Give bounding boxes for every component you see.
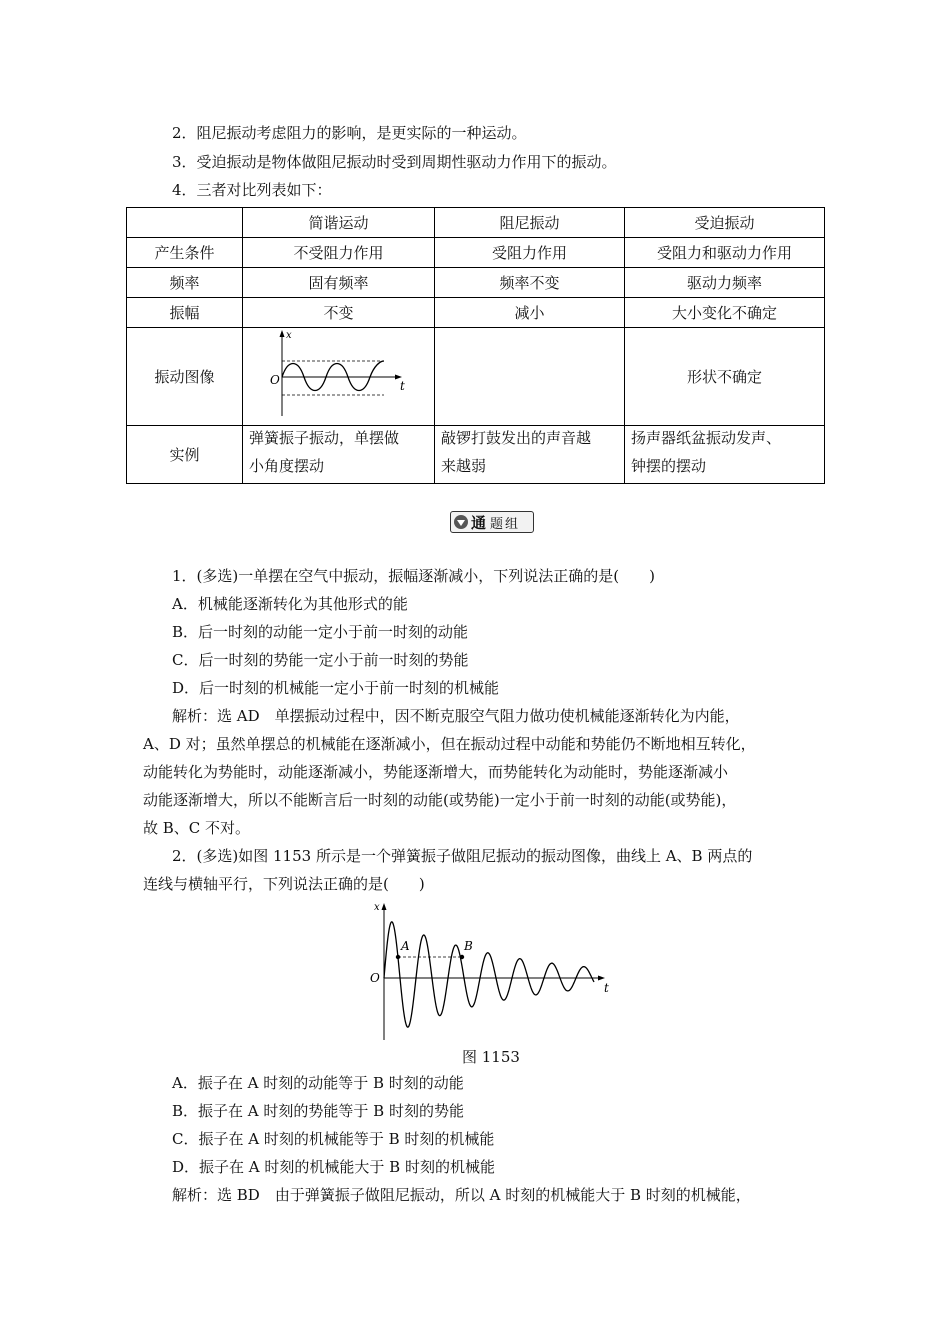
fig-b-label: B	[464, 939, 473, 953]
q1-option-c: C．后一时刻的势能一定小于前一时刻的势能	[172, 651, 469, 669]
row-label: 产生条件	[127, 238, 243, 268]
graph-sine-curve	[282, 361, 384, 391]
row-label: 振动图像	[127, 328, 243, 426]
q2-stem: 2．(多选)如图 1153 所示是一个弹簧振子做阻尼振动的振动图像，曲线上 A、B 两点的	[172, 847, 753, 865]
badge-text: 题组	[490, 516, 521, 532]
table-cell: 减小	[435, 298, 625, 328]
q2-option-c: C．振子在 A 时刻的机械能等于 B 时刻的机械能	[172, 1130, 495, 1148]
table-row-graph	[127, 328, 825, 426]
q1-stem: 1．(多选)一单摆在空气中振动，振幅逐渐减小，下列说法正确的是( )	[172, 567, 655, 585]
example-line: 小角度摆动	[249, 457, 325, 475]
q1-option-b: B．后一时刻的动能一定小于前一时刻的动能	[172, 623, 469, 641]
q1-analysis-line: A、D 对；虽然单摆总的机械能在逐渐减小，但在振动过程中动能和势能仍不断地相互转化，	[143, 735, 756, 753]
fig-y-arrow	[382, 903, 387, 910]
example-line: 敲锣打鼓发出的声音越	[441, 429, 592, 447]
table-row	[127, 268, 825, 298]
fig-point-a	[396, 955, 400, 959]
table-row	[127, 298, 825, 328]
table-cell: 驱动力频率	[625, 268, 825, 298]
example-cell	[435, 426, 625, 484]
fig-damped-curve	[384, 922, 594, 1027]
damped-oscillation-figure	[360, 898, 620, 1043]
intro-line-2: 2．阻尼振动考虑阻力的影响，是更实际的一种运动。	[172, 124, 527, 142]
graph-cell	[243, 328, 435, 426]
table-cell: 不变	[243, 298, 435, 328]
table-cell: 受阻力作用	[435, 238, 625, 268]
fig-origin-label: O	[370, 971, 380, 985]
q2-analysis: 解析：选 BD 由于弹簧振子做阻尼振动，所以 A 时刻的机械能大于 B 时刻的机械能，	[172, 1186, 751, 1204]
graph-y-arrow	[279, 330, 284, 337]
q2-option-a: A．振子在 A 时刻的动能等于 B 时刻的动能	[172, 1074, 464, 1092]
fig-t-arrow	[598, 976, 605, 981]
row-label: 实例	[127, 426, 243, 484]
table-header-cell: 简谐运动	[243, 208, 435, 238]
row-label: 频率	[127, 268, 243, 298]
intro-line-4: 4．三者对比列表如下：	[172, 181, 332, 199]
example-line: 钟摆的摆动	[631, 457, 707, 475]
example-line: 来越弱	[441, 457, 487, 475]
q1-analysis-line: 动能逐渐增大，所以不能断言后一时刻的动能(或势能)一定小于前一时刻的动能(或势能)，	[143, 791, 737, 809]
badge-char: 通	[471, 513, 487, 532]
sine-wave-graph	[244, 328, 434, 420]
graph-origin-label: O	[269, 373, 280, 387]
table-cell: 频率不变	[435, 268, 625, 298]
down-triangle-icon	[453, 514, 469, 530]
intro-line-3: 3．受迫振动是物体做阻尼振动时受到周期性驱动力作用下的振动。	[172, 153, 617, 171]
graph-t-label: t	[399, 379, 405, 393]
table-header-cell: 受迫振动	[625, 208, 825, 238]
table-cell: 大小变化不确定	[625, 298, 825, 328]
fig-t-label: t	[604, 981, 609, 995]
table-cell: 受阻力和驱动力作用	[625, 238, 825, 268]
table-cell: 不受阻力作用	[243, 238, 435, 268]
q2-option-b: B．振子在 A 时刻的势能等于 B 时刻的势能	[172, 1102, 464, 1120]
table-cell: 形状不确定	[625, 328, 825, 426]
table-row	[127, 238, 825, 268]
table-cell	[435, 328, 625, 426]
table-header-cell: 阻尼振动	[435, 208, 625, 238]
comparison-table	[126, 207, 825, 484]
section-badge	[450, 511, 534, 533]
example-cell	[243, 426, 435, 484]
table-header-cell	[127, 208, 243, 238]
table-row-examples	[127, 426, 825, 484]
example-cell	[625, 426, 825, 484]
q2-option-d: D．振子在 A 时刻的机械能大于 B 时刻的机械能	[172, 1158, 495, 1176]
q1-option-d: D．后一时刻的机械能一定小于前一时刻的机械能	[172, 679, 500, 697]
row-label: 振幅	[127, 298, 243, 328]
table-cell: 固有频率	[243, 268, 435, 298]
q1-option-a: A．机械能逐渐转化为其他形式的能	[172, 595, 408, 613]
example-line: 扬声器纸盆振动发声、	[631, 429, 782, 447]
fig-x-label: x	[374, 902, 380, 913]
q1-analysis-line: 解析：选 AD 单摆振动过程中，因不断克服空气阻力做功使机械能逐渐转化为内能，	[172, 707, 740, 725]
table-header-row	[127, 208, 825, 238]
fig-point-b	[460, 955, 464, 959]
q1-analysis-line: 故 B、C 不对。	[143, 819, 251, 837]
figure-caption: 图 1153	[462, 1048, 520, 1066]
fig-a-label: A	[401, 939, 410, 953]
q1-analysis-line: 动能转化为势能时，动能逐渐减小，势能逐渐增大，而势能转化为动能时，势能逐渐减小	[143, 763, 729, 781]
graph-x-label: x	[285, 330, 292, 341]
q2-stem-cont: 连线与横轴平行，下列说法正确的是( )	[143, 875, 425, 893]
example-line: 弹簧振子振动，单摆做	[249, 429, 400, 447]
